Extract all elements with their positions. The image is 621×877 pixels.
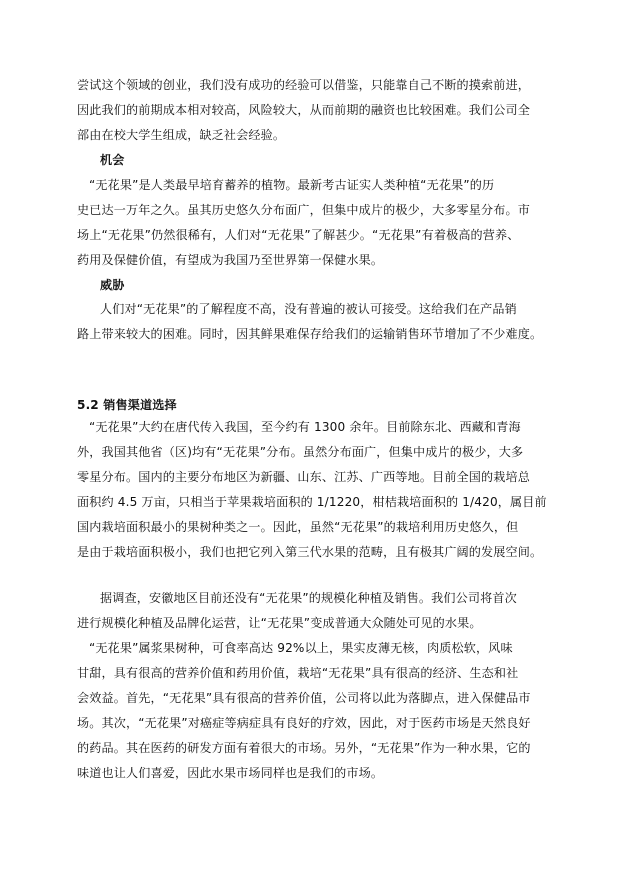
text-line: 因此我们的前期成本相对较高，风险较大，从而前期的融资也比较困难。我们公司全 [77, 103, 531, 117]
text-line: 人们对“无花果”的了解程度不高，没有普遍的被认可接受。这给我们在产品销 [100, 302, 517, 316]
text-line: 进行规模化种植及品牌化运营，让“无花果”变成普通大众随处可见的水果。 [77, 616, 482, 630]
heading-text: 机会 [100, 153, 125, 167]
text-line: 部由在校大学生组成，缺乏社会经验。 [77, 128, 286, 142]
text-line: 甘甜，具有很高的营养价值和药用价值，栽培“无花果”具有很高的经济、生态和社 [77, 666, 519, 680]
text-line: 尝试这个领域的创业，我们没有成功的经验可以借鉴，只能靠自己不断的摸索前进， [77, 78, 531, 92]
text-line: 场。其次，“无花果”对癌症等病症具有良好的疗效，因此，对于医药市场是天然良好 [77, 716, 531, 730]
text-line: “无花果”大约在唐代传入我国，至今约有 1300 余年。目前除东北、西藏和青海 [89, 420, 521, 434]
text-line: 的药品。其在医药的研发方面有着很大的市场。另外，“无花果”作为一种水果，它的 [77, 741, 531, 755]
text-line: 零星分布。国内的主要分布地区为新疆、山东、江苏、广西等地。目前全国的栽培总 [77, 470, 531, 484]
text-line: 药用及保健价值，有望成为我国乃至世界第一保健水果。 [77, 253, 384, 267]
text-line: 会效益。首先，“无花果”具有很高的营养价值，公司将以此为落脚点，进入保健品市 [77, 691, 531, 705]
text-line: 史已达一万年之久。虽其历史悠久分布面广，但集中成片的极少，大多零星分布。市 [77, 203, 531, 217]
text-line: 味道也让人们喜爱，因此水果市场同样也是我们的市场。 [77, 766, 384, 780]
text-line: 国内栽培面积最小的果树种类之一。因此，虽然“无花果”的栽培利用历史悠久，但 [77, 520, 519, 534]
text-line: 据调查，安徽地区目前还没有“无花果”的规模化种植及销售。我们公司将首次 [100, 591, 517, 605]
text-line: 面积约 4.5 万亩，只相当于苹果栽培面积的 1/1220，柑桔栽培面积的 1/420，属目前 [77, 495, 547, 509]
text-line: 路上带来较大的困难。同时，因其鲜果难保存给我们的运输销售环节增加了不少难度。 [77, 327, 543, 341]
text-line: “无花果”属浆果树种，可食率高达 92%以上，果实皮薄无核，肉质松软，风味 [89, 641, 513, 655]
text-line: 是由于栽培面积极小，我们也把它列入第三代水果的范畴，且有极其广阔的发展空间。 [77, 545, 543, 559]
heading-text: 威胁 [100, 278, 125, 292]
section-title: 5.2 销售渠道选择 [77, 398, 177, 412]
text-line: 外，我国其他省（区)均有“无花果”分布。虽然分布面广，但集中成片的极少，大多 [77, 445, 524, 459]
text-line: 场上“无花果”仍然很稀有，人们对“无花果”了解甚少。“无花果”有着极高的营养、 [77, 228, 520, 242]
text-line: “无花果”是人类最早培育蓄养的植物。最新考古证实人类种植“无花果”的历 [89, 178, 495, 192]
